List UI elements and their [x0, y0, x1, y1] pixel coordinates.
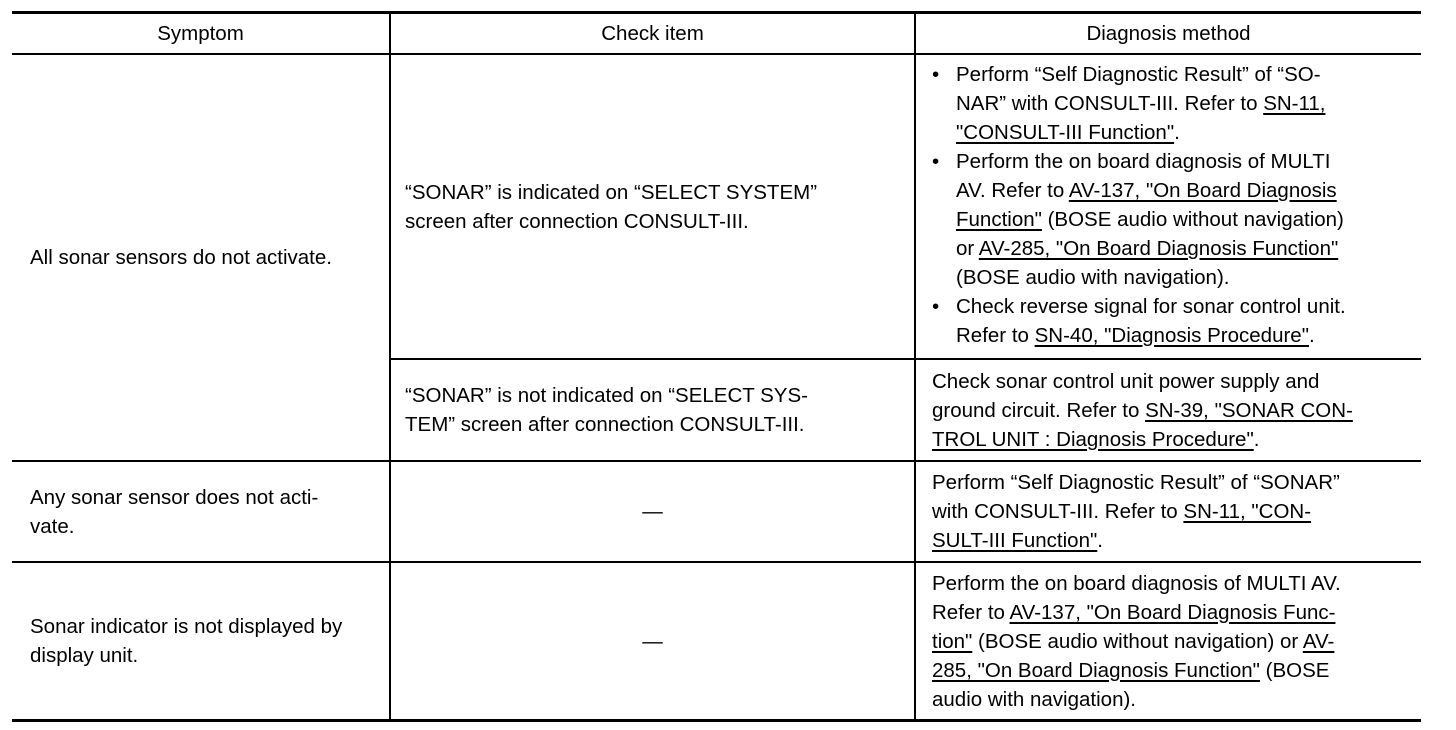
header-check-item-text: Check item	[601, 22, 704, 45]
diagnosis-text: (BOSE audio with navigation).	[956, 266, 1230, 289]
diagnosis-text: .	[1253, 427, 1260, 451]
diagnosis-text: Check sonar control unit power supply and	[932, 369, 1320, 393]
table-bottom-rule	[12, 719, 1421, 722]
row1a-diagnosis-cell	[916, 60, 1421, 358]
reference-link[interactable]: 285, "On Board Diagnosis Function"	[932, 658, 1260, 682]
reference-link[interactable]: TROL UNIT : Diagnosis Procedure"	[932, 427, 1254, 451]
diagnosis-text: Refer to	[956, 324, 1035, 347]
row3-check-item-dash: —	[642, 629, 663, 653]
row2-symptom-line: Any sonar sensor does not acti-	[30, 485, 319, 509]
row3-diagnosis-cell	[916, 563, 1421, 719]
header-diagnosis-method	[916, 14, 1421, 53]
row1a-check-item-line: screen after connection CONSULT-III.	[405, 209, 749, 233]
row1a-check-item-cell	[391, 55, 914, 358]
row3-symptom-cell	[12, 563, 389, 719]
reference-link[interactable]: AV-137, "On Board Diagnosis Func-	[1009, 600, 1336, 624]
row1b-check-item-line: TEM” screen after connection CONSULT-III.	[405, 413, 805, 436]
diagnosis-text: Perform “Self Diagnostic Result” of “SONAR”	[932, 471, 1340, 494]
reference-link[interactable]: Function"	[956, 208, 1042, 231]
diagnosis-text: Perform the on board diagnosis of MULTI AV.	[932, 571, 1341, 595]
reference-link[interactable]: tion"	[932, 629, 973, 653]
row1-symptom-text: All sonar sensors do not activate.	[30, 246, 332, 269]
diagnosis-text: with CONSULT-III. Refer to	[932, 500, 1184, 523]
diagnosis-text: AV. Refer to	[956, 179, 1069, 202]
row3-symptom-line: display unit.	[30, 644, 139, 667]
row2-symptom-cell	[12, 462, 389, 561]
diagnosis-text: .	[1097, 529, 1103, 552]
row3-check-item-cell	[391, 563, 914, 719]
reference-link[interactable]: SN-11,	[1263, 92, 1326, 115]
row3-symptom-line: Sonar indicator is not displayed by	[30, 615, 343, 638]
diagnosis-text: NAR” with CONSULT-III. Refer to	[956, 92, 1264, 115]
reference-link[interactable]: AV-285, "On Board Diagnosis Function"	[978, 237, 1339, 260]
reference-link[interactable]: AV-137, "On Board Diagnosis	[1068, 179, 1337, 202]
diagnosis-text: .	[1174, 121, 1180, 144]
diagnosis-text: Perform the on board diagnosis of MULTI	[956, 150, 1331, 173]
diagnosis-text: or	[956, 237, 979, 260]
row2-check-item-cell	[391, 462, 914, 561]
header-diagnosis-method-text: Diagnosis method	[1086, 22, 1251, 45]
bullet-item	[932, 147, 1421, 292]
diagnosis-text: (BOSE audio without navigation) or	[972, 629, 1303, 653]
reference-link[interactable]: "CONSULT-III Function"	[956, 121, 1175, 144]
diagnosis-text: ground circuit. Refer to	[932, 398, 1146, 422]
row2-symptom-line: vate.	[30, 514, 75, 538]
row2-diagnosis-cell	[916, 462, 1421, 561]
header-check-item	[391, 14, 914, 53]
reference-link[interactable]: SN-39, "SONAR CON-	[1145, 398, 1353, 422]
diagnosis-text: Check reverse signal for sonar control unit.	[956, 295, 1346, 318]
reference-link[interactable]: SN-11, "CON-	[1183, 500, 1312, 523]
bullet-item	[932, 60, 1421, 147]
reference-link[interactable]: SN-40, "Diagnosis Procedure"	[1034, 324, 1309, 347]
row1b-check-item-cell	[391, 360, 914, 460]
header-symptom-text: Symptom	[157, 22, 244, 45]
diagnosis-text: .	[1308, 324, 1315, 347]
diagnosis-text: audio with navigation).	[932, 687, 1136, 711]
row1b-check-item-line: “SONAR” is not indicated on “SELECT SYS-	[405, 384, 808, 407]
row1a-check-item-line: “SONAR” is indicated on “SELECT SYSTEM”	[405, 180, 818, 204]
diagnosis-text: Refer to	[932, 600, 1010, 624]
row1a-diagnosis-bullets	[932, 60, 1421, 350]
header-symptom	[12, 14, 389, 53]
diagnosis-text: Perform “Self Diagnostic Result” of “SO-	[956, 63, 1321, 86]
row1-symptom-cell	[12, 55, 389, 460]
bullet-item	[932, 292, 1421, 350]
row1b-diagnosis-cell	[916, 360, 1421, 460]
diagnosis-text: (BOSE audio without navigation)	[1041, 208, 1344, 231]
reference-link[interactable]: SULT-III Function"	[932, 529, 1098, 552]
reference-link[interactable]: AV-	[1302, 629, 1335, 653]
row2-check-item-dash: —	[642, 500, 663, 523]
diagnosis-text: (BOSE	[1259, 658, 1330, 682]
